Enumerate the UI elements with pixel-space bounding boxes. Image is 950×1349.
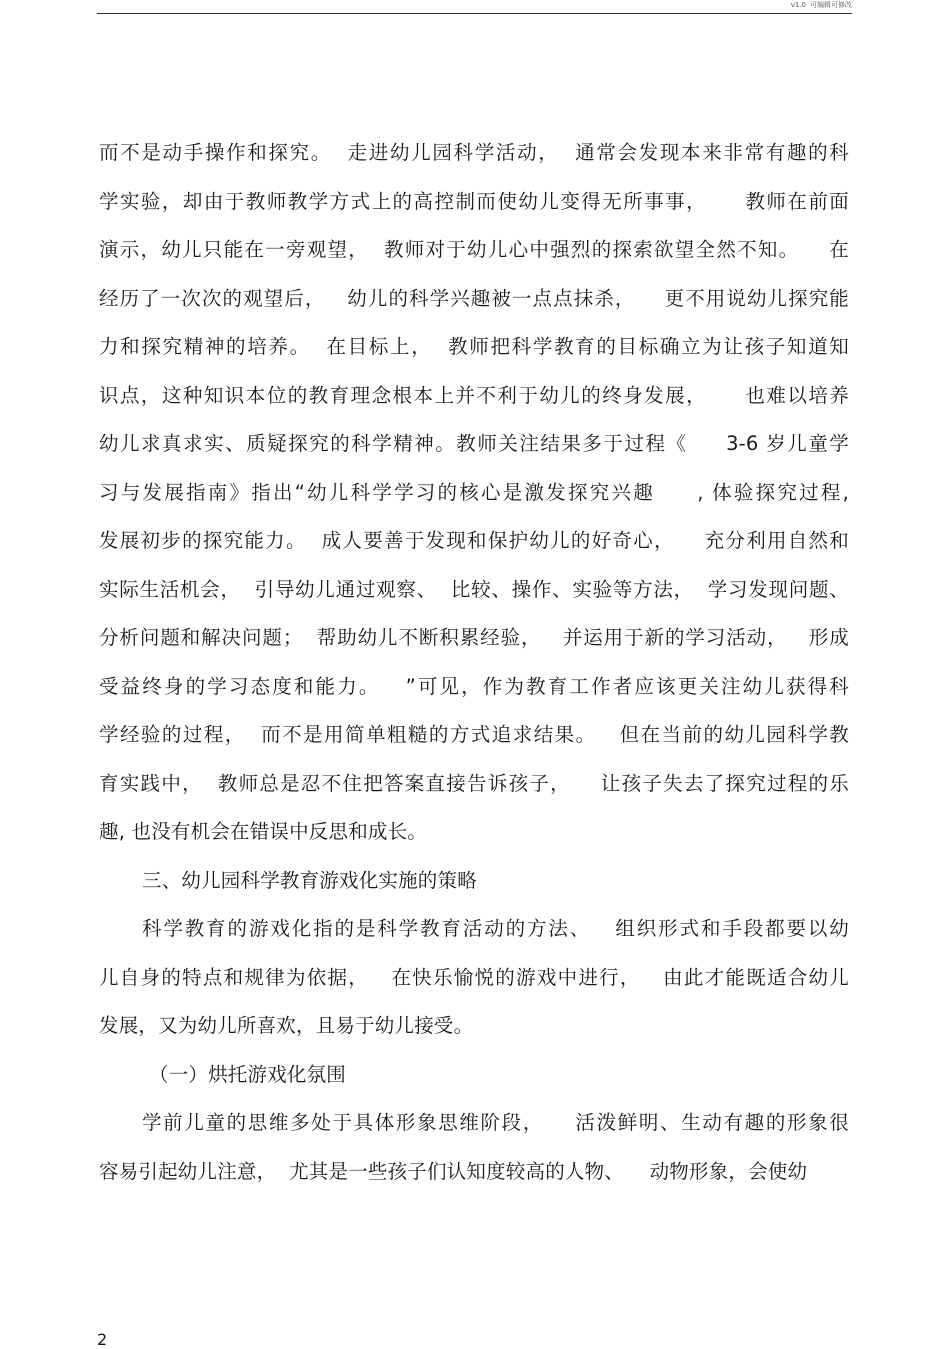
paragraph — [99, 135, 849, 863]
text-line: 发展初步的探究能力。 成人要善于发现和保护幼儿的好奇心， 充分利用自然和 — [99, 529, 849, 552]
text-line: 学前儿童的思维多处于具体形象思维阶段， 活泼鲜明、生动有趣的形象很 — [142, 1111, 849, 1134]
text-line: 三、幼儿园科学教育游戏化实施的策略 — [142, 868, 477, 892]
text-line: 学实验，却由于教师教学方式上的高控制而使幼儿变得无所事事， 教师在前面 — [99, 189, 849, 213]
section-heading — [99, 863, 849, 912]
subsection-heading — [99, 1057, 849, 1106]
text-line: （一）烘托游戏化氛围 — [149, 1062, 347, 1086]
text-line: 识点，这种知识本位的教育理念根本上并不利于幼儿的终身发展， 也难以培养 — [99, 383, 849, 407]
text-line: 演示，幼儿只能在一旁观望， 教师对于幼儿心中强烈的探索欲望全然不知。 在 — [99, 238, 849, 261]
text-line: 而不是动手操作和探究。 走进幼儿园科学活动， 通常会发现本来非常有趣的科 — [99, 141, 849, 164]
text-line: 实际生活机会， 引导幼儿通过观察、 比较、操作、实验等方法， 学习发现问题、 — [99, 577, 849, 601]
header-rule — [97, 13, 852, 14]
text-line: 受益终身的学习态度和能力。 ”可见，作为教育工作者应该更关注幼儿获得科 — [99, 674, 849, 698]
text-line: 分析问题和解决问题； 帮助幼儿不断积累经验， 并运用于新的学习活动， 形成 — [99, 626, 849, 649]
document-body — [99, 135, 849, 1202]
editable-note: 可编辑可修改 — [810, 1, 852, 9]
text-line: 儿自身的特点和规律为依据， 在快乐愉悦的游戏中进行， 由此才能既适合幼儿 — [99, 965, 849, 989]
text-line: 发展，又为幼儿所喜欢，且易于幼儿接受。 — [99, 1014, 474, 1037]
text-line: 趣, 也没有机会在错误中反思和成长。 — [99, 820, 427, 843]
text-line: 科学教育的游戏化指的是科学教育活动的方法、 组织形式和手段都要以幼 — [142, 917, 849, 940]
text-line: 育实践中， 教师总是忍不住把答案直接告诉孩子， 让孩子失去了探究过程的乐 — [99, 771, 849, 795]
text-line: 幼儿求真求实、质疑探究的科学精神。教师关注结果多于过程《 3-6 岁儿童学 — [99, 432, 849, 455]
text-line: 经历了一次次的观望后， 幼儿的科学兴趣被一点点抹杀， 更不用说幼儿探究能 — [99, 286, 849, 310]
version-label: v1.0 — [790, 1, 806, 9]
text-line: 习与发展指南》指出“幼儿科学学习的核心是激发探究兴趣 , 体验探究过程, — [99, 480, 849, 504]
text-line: 容易引起幼儿注意， 尤其是一些孩子们认知度较高的人物、 动物形象，会使幼 — [99, 1159, 808, 1183]
page-number: 2 — [97, 1330, 108, 1349]
paragraph — [99, 911, 849, 1057]
header-note — [791, 0, 852, 10]
text-line: 力和探究精神的培养。 在目标上， 教师把科学教育的目标确立为让孩子知道知 — [99, 335, 849, 358]
text-line: 学经验的过程， 而不是用简单粗糙的方式追求结果。 但在当前的幼儿园科学教 — [99, 723, 849, 746]
paragraph — [99, 1105, 849, 1202]
